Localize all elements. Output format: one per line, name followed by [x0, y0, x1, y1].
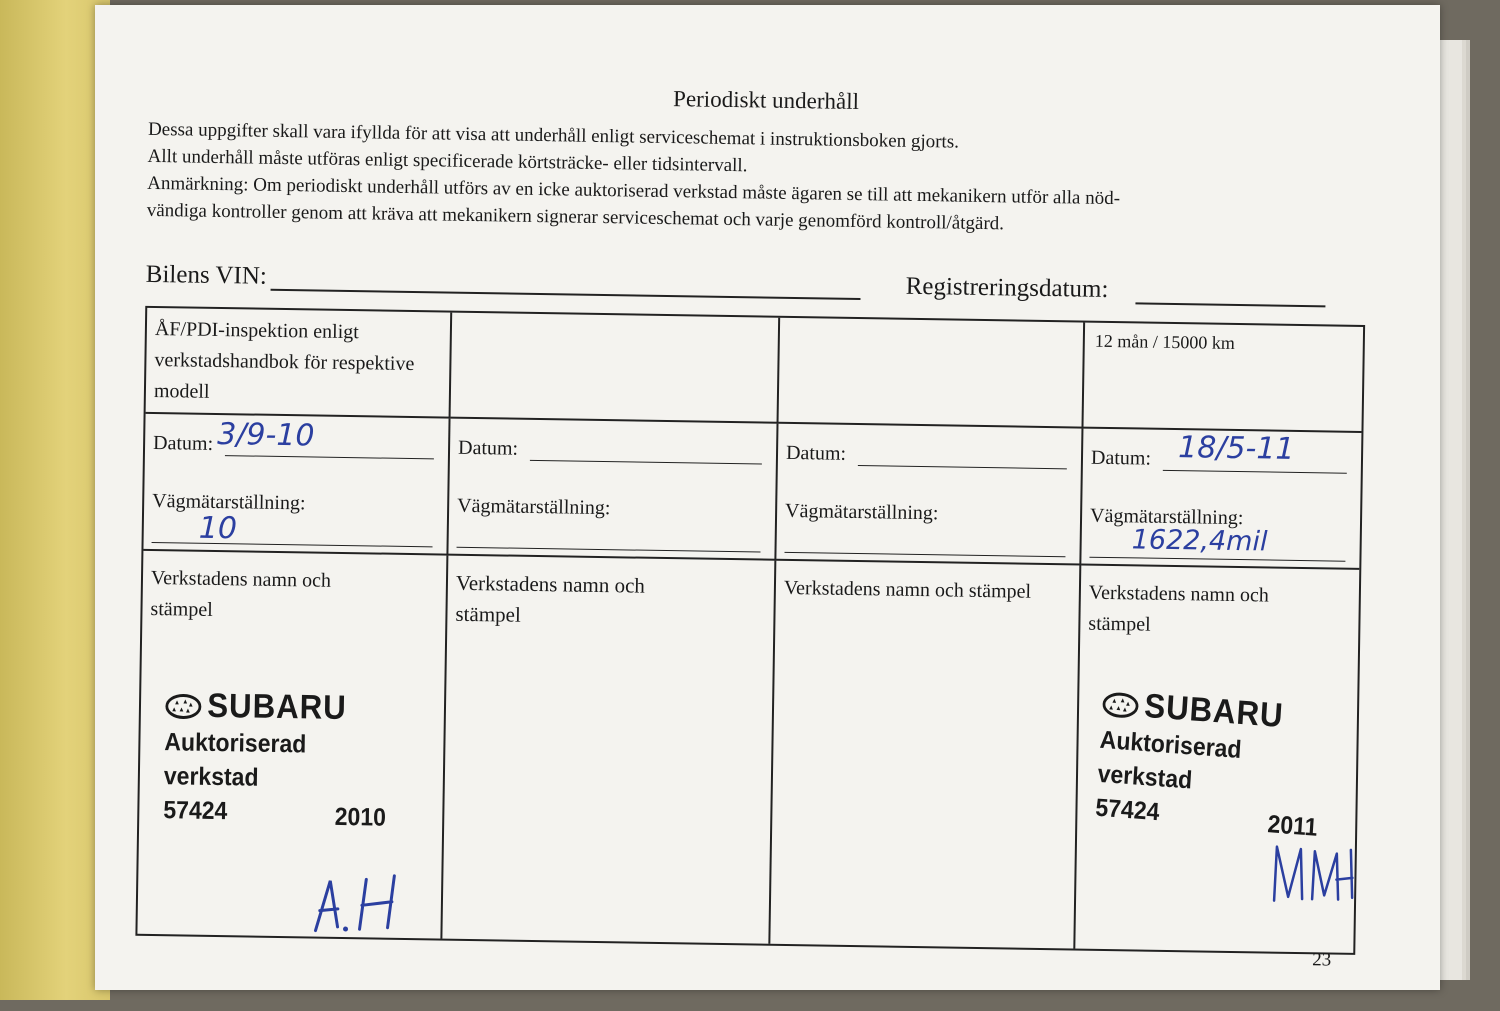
odometer-label: Vägmätarställning: [1089, 504, 1244, 530]
stamp-authorized: Auktoriserad verkstad [1096, 725, 1243, 795]
header-cell [1083, 323, 1363, 433]
header-cell [146, 308, 453, 419]
interval-label: 12 mån / 15000 km [1094, 330, 1235, 353]
stamp-brand-text: SUBARU [1143, 686, 1285, 736]
signature-image [307, 868, 408, 940]
date-handwritten: 3/9-10 [216, 416, 315, 454]
stamp-details [163, 793, 394, 835]
vin-label: Bilens VIN: [145, 260, 268, 290]
workshop-label: Verkstadens namn och stämpel [455, 570, 646, 627]
odometer-field [784, 552, 1065, 557]
date-field [530, 460, 762, 465]
subaru-logo-icon [1101, 690, 1139, 719]
stamp-cell [442, 556, 776, 944]
date-label: Datum: [457, 436, 519, 460]
entry-cell [1081, 429, 1361, 570]
stamp-cell [1075, 566, 1359, 953]
date-field [225, 455, 434, 459]
odometer-field [457, 547, 761, 553]
intro-line: Anmärkning: Om periodiskt underhåll utförs av en icke auktoriserad verkstad måste ägaren se till att mekanikern utför alla nöd- [147, 172, 1121, 210]
stamp-brand [165, 686, 396, 729]
odometer-label: Vägmätarställning: [784, 499, 939, 525]
intro-line: vändiga kontroller genom att kräva att mekanikern signerar serviceschemat och varje genomförd kontroll/åtgärd. [146, 199, 1005, 235]
date-label: Datum: [152, 431, 214, 455]
entry-cell [776, 424, 1083, 566]
entry-cell [448, 419, 778, 561]
date-label: Datum: [785, 441, 847, 465]
workshop-label: Verkstadens namn och stämpel [1088, 581, 1269, 636]
workshop-label: Verkstadens namn och stämpel [783, 576, 1032, 603]
date-field [1163, 470, 1347, 474]
stamp-year: 2010 [334, 802, 387, 832]
date-label: Datum: [1090, 446, 1152, 470]
odometer-field [1089, 557, 1345, 562]
signature-image [1266, 839, 1357, 910]
workshop-label: Verkstadens namn och stämpel [150, 566, 332, 621]
stamp-brand-text: SUBARU [207, 686, 347, 728]
date-field [858, 465, 1067, 469]
stamp-number: 57424 [163, 796, 228, 826]
service-table [135, 306, 1365, 955]
odometer-field [152, 542, 433, 547]
odometer-label: Vägmätarställning: [457, 494, 611, 520]
entry-cell [143, 414, 450, 556]
registration-label: Registreringsdatum: [905, 272, 1109, 303]
odometer-handwritten: 1622,4mil [1131, 524, 1268, 558]
header-cell [451, 313, 781, 424]
document-page [95, 5, 1440, 990]
page-number: 23 [1311, 949, 1332, 971]
page-title: Periodiskt underhåll [672, 86, 860, 115]
odometer-handwritten: 10 [198, 510, 238, 547]
header-cell [779, 318, 1086, 429]
odometer-label: Vägmätarställning: [152, 489, 306, 515]
intro-line: Allt underhåll måste utföras enligt specificerade körtsträcke- eller tidsintervall. [147, 145, 748, 177]
intro-line: Dessa uppgifter skall vara ifyllda för att visa att underhåll enligt serviceschemat i instruktionsboken gjorts. [147, 118, 960, 153]
subaru-logo-icon [165, 693, 202, 720]
header-text: ÅF/PDI-inspektion enligt verkstadshandbok för respektive modell [153, 317, 415, 403]
stamp-number: 57424 [1094, 793, 1161, 827]
intro-text [147, 116, 1379, 243]
date-handwritten: 18/5-11 [1177, 430, 1295, 467]
workshop-stamp [163, 686, 395, 835]
stamp-authorized: Auktoriserad verkstad [163, 728, 307, 792]
vin-field [271, 289, 861, 300]
stamp-cell [770, 561, 1081, 949]
stamp-cell [137, 551, 448, 939]
registration-field [1135, 302, 1325, 307]
workshop-stamp [1094, 684, 1333, 845]
stamp-year: 2011 [1266, 810, 1319, 842]
